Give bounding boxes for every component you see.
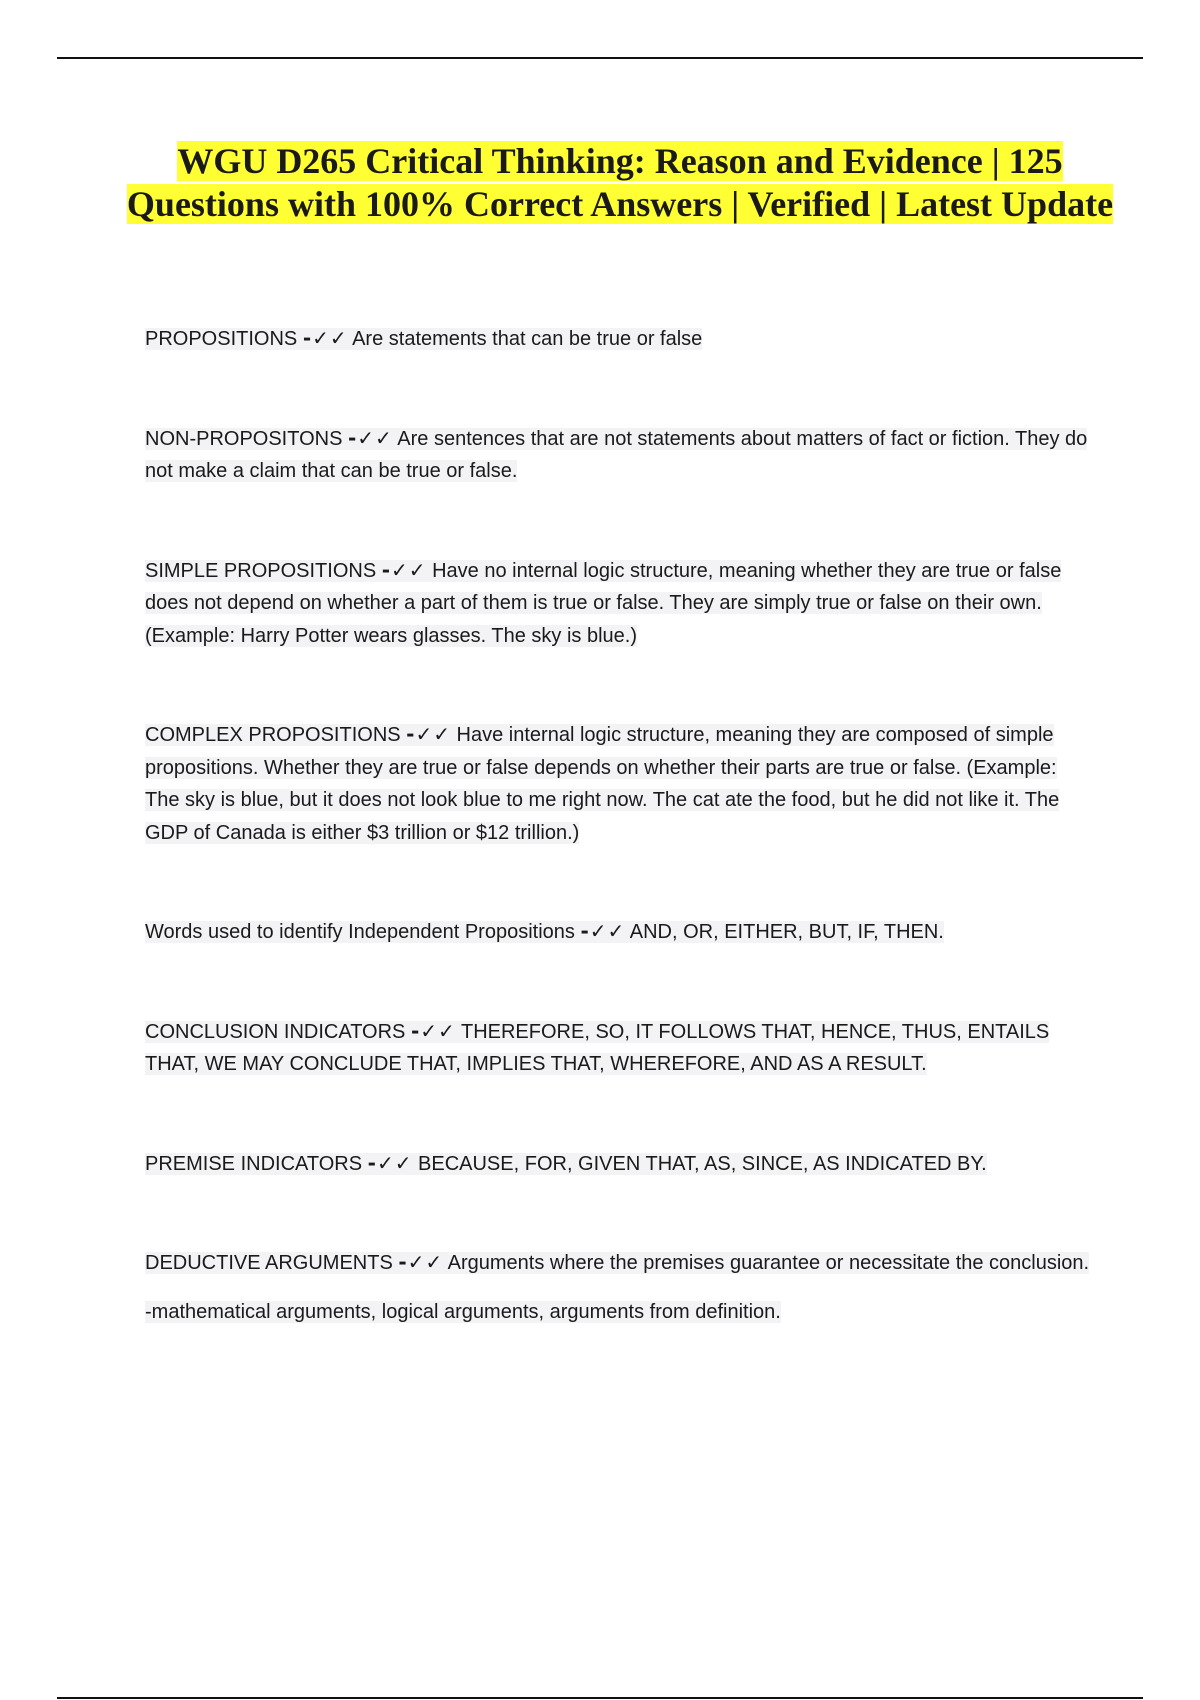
entry-simple-propositions <box>145 554 1090 653</box>
entry-definition: Are sentences that are not statements about matters of fact or fiction. They do not make a claim that can be true or false. <box>145 427 1088 482</box>
entry-propositions <box>145 322 1090 356</box>
entry-definition: Are statements that can be true or false <box>347 328 703 350</box>
entry-note <box>145 1296 1090 1329</box>
entry-premise-indicators <box>145 1147 1090 1181</box>
check-icon: -✓✓ <box>580 919 626 943</box>
entry-non-propositions <box>145 422 1090 488</box>
entry-conclusion-indicators <box>145 1015 1090 1081</box>
entry-definition: BECAUSE, FOR, GIVEN THAT, AS, SINCE, AS INDICATED BY. <box>412 1152 987 1175</box>
entry-complex-propositions <box>145 718 1090 849</box>
entry-term: NON-PROPOSITONS <box>145 427 348 450</box>
entry-definition: Have no internal logic structure, meaning whether they are true or false does not depend on whether a part of them is true or false. They are simply true or false on their own. (Example: Harry Potter wears glasses. The sky is blue.) <box>145 559 1062 647</box>
entry-definition: Arguments where the premises guarantee or necessitate the conclusion. <box>443 1252 1090 1274</box>
entry-definition: THEREFORE, SO, IT FOLLOWS THAT, HENCE, THUS, ENTAILS THAT, WE MAY CONCLUDE THAT, IMPLIES THAT, WHEREFORE, AND AS A RESULT. <box>145 1020 1050 1075</box>
entry-term: CONCLUSION INDICATORS <box>145 1020 411 1043</box>
check-icon: -✓✓ <box>381 557 427 582</box>
entry-term: SIMPLE PROPOSITIONS <box>145 559 382 582</box>
entry-deductive-arguments <box>145 1246 1090 1280</box>
check-icon: -✓✓ <box>348 425 393 450</box>
entry-term: COMPLEX PROPOSITIONS <box>145 724 407 746</box>
check-icon: -✓✓ <box>367 1150 413 1175</box>
check-icon: -✓✓ <box>406 722 451 746</box>
top-rule <box>57 57 1143 59</box>
entry-list <box>145 322 1090 1328</box>
bottom-rule <box>57 1697 1143 1699</box>
check-icon: -✓✓ <box>410 1018 456 1043</box>
entry-term: PREMISE INDICATORS <box>145 1152 368 1175</box>
title-block <box>100 140 1140 226</box>
entry-term: Words used to identify Independent Propositions <box>145 921 581 943</box>
check-icon: -✓✓ <box>302 326 348 350</box>
document-title: WGU D265 Critical Thinking: Reason and Evidence | 125 Questions with 100% Correct Answers | Verified | Latest Update <box>126 141 1114 224</box>
entry-independent-propositions <box>145 915 1090 949</box>
entry-definition: Have internal logic structure, meaning they are composed of simple propositions. Whether they are true or false depends on whether their parts are true or false. (Example: The sky is blue, but it does not look blue to me right now. The cat ate the food, but he did not like it. The GDP of Canada is either $3 trillion or $12 trillion.) <box>145 724 1060 844</box>
entry-term: DEDUCTIVE ARGUMENTS <box>145 1252 399 1274</box>
check-icon: -✓✓ <box>398 1250 444 1274</box>
entry-definition: AND, OR, EITHER, BUT, IF, THEN. <box>625 921 944 943</box>
entry-term: PROPOSITIONS <box>145 328 303 350</box>
note-text: -mathematical arguments, logical arguments, arguments from definition. <box>145 1300 781 1323</box>
